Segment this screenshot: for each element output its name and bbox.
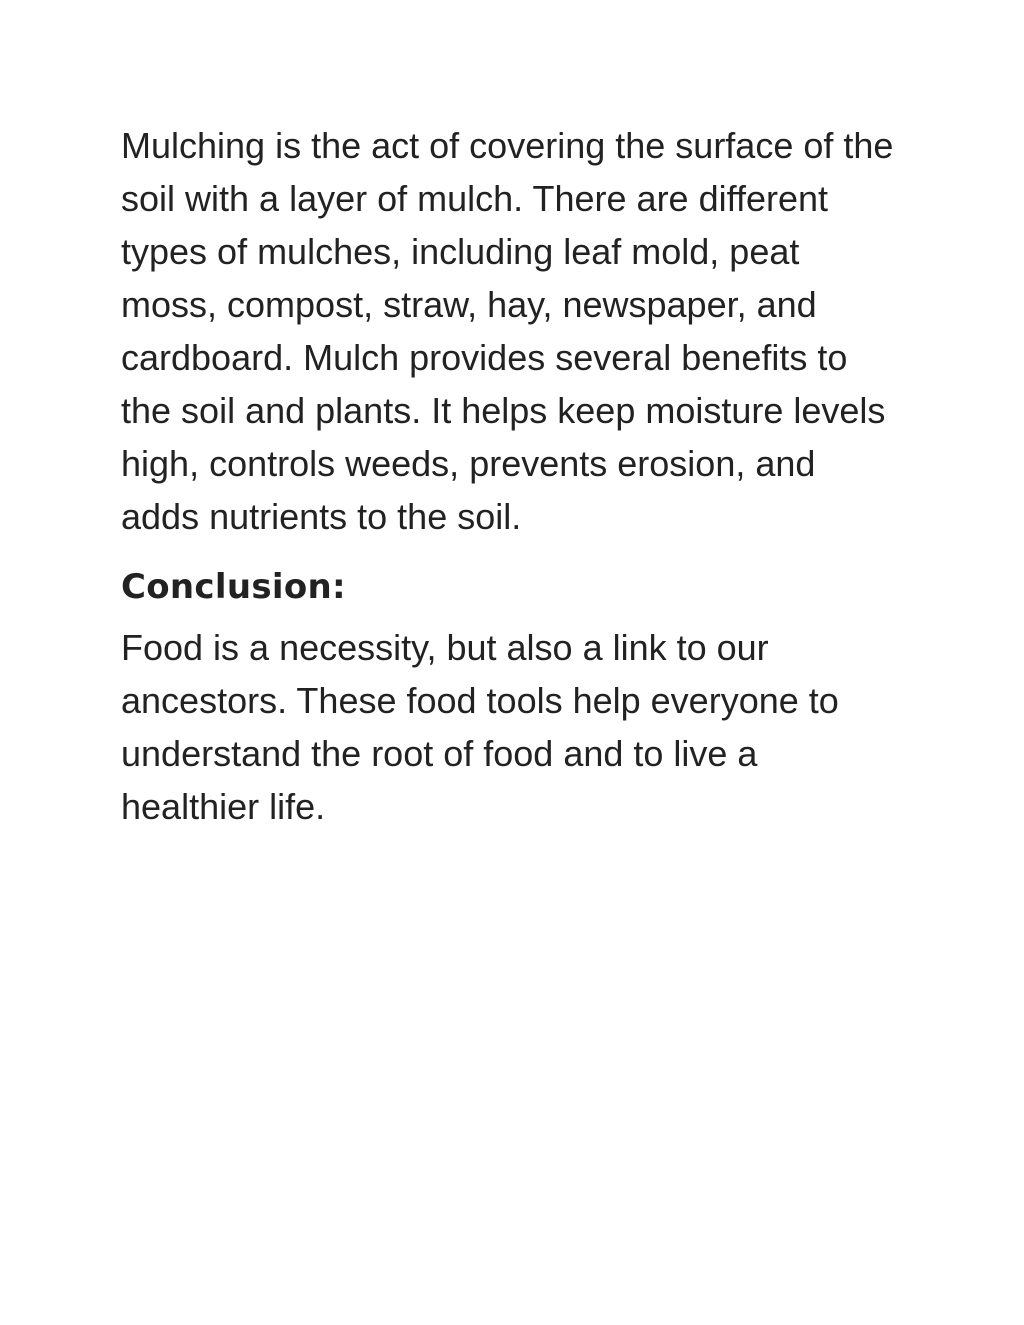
document-page [121,119,896,833]
conclusion-paragraph: Food is a necessity, but also a link to our ancestors. These food tools help everyone to understand the root of food and to live a healthier life. [121,627,839,827]
conclusion-heading: Conclusion: [121,567,346,607]
mulching-paragraph: Mulching is the act of covering the surface of the soil with a layer of mulch. There are different types of mulches, including leaf mold, peat moss, compost, straw, hay, newspaper, and cardboard. Mulch provides several benefits to the soil and plants. It helps keep moisture levels high, controls weeds, prevents erosion, and adds nutrients to the soil. [121,125,894,537]
